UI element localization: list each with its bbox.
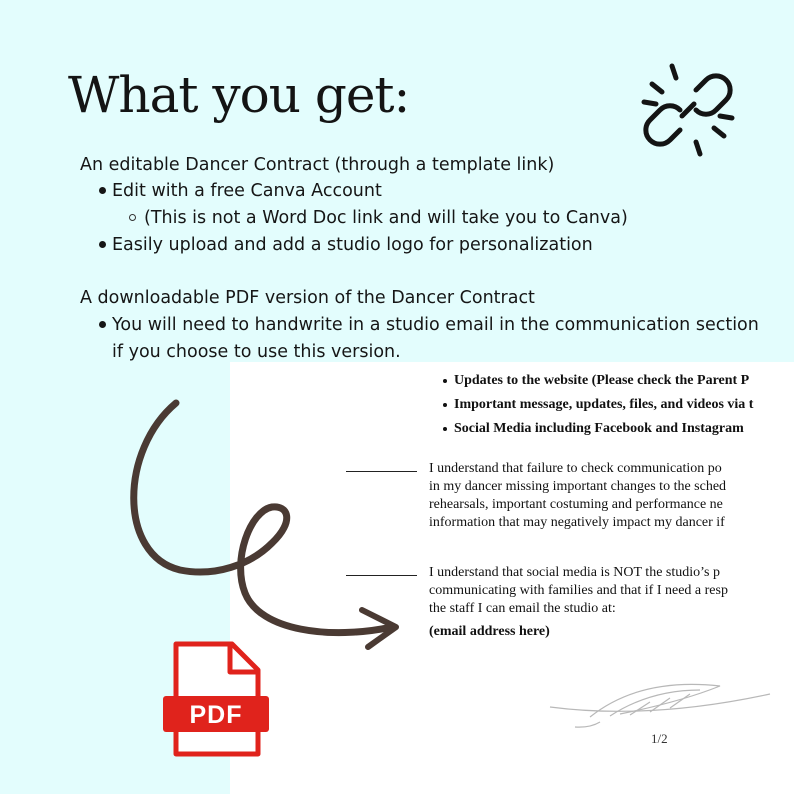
- page-number: 1/2: [651, 731, 668, 746]
- editable-bullet-canva: Edit with a free Canva Account: [112, 181, 382, 201]
- pdf-intro: A downloadable PDF version of the Dancer Contract: [80, 288, 535, 308]
- doc-bullet-dot: [443, 403, 447, 407]
- doc-para1-line: information that may negatively impact my dancer if: [429, 515, 725, 530]
- doc-para1-line: rehearsals, important costuming and performance ne: [429, 497, 723, 512]
- doc-bullet-website: Updates to the website (Please check the Parent P: [454, 373, 750, 388]
- broken-link-icon: [638, 60, 738, 160]
- pdf-bullet-line-1: You will need to handwrite in a studio email in the communication section: [112, 315, 759, 335]
- doc-para2-line: the staff I can email the studio at:: [429, 601, 616, 616]
- doc-para1-line: in my dancer missing important changes to the sched: [429, 479, 727, 494]
- sub-bullet-circle: [129, 214, 136, 221]
- feather-decoration-icon: [530, 672, 780, 732]
- pdf-file-icon: [160, 640, 272, 758]
- pdf-bullet-line-2: if you choose to use this version.: [112, 342, 401, 362]
- doc-para1-line: I understand that failure to check communication po: [429, 461, 722, 476]
- doc-bullet-messages: Important message, updates, files, and videos via t: [454, 397, 754, 412]
- doc-para2-line: I understand that social media is NOT the studio’s p: [429, 565, 720, 580]
- editable-intro: An editable Dancer Contract (through a template link): [80, 155, 555, 175]
- bullet-dot: [99, 321, 106, 328]
- editable-bullet-logo: Easily upload and add a studio logo for personalization: [112, 235, 593, 255]
- editable-sub-bullet-note: (This is not a Word Doc link and will take you to Canva): [144, 208, 628, 228]
- doc-para2-line: communicating with families and that if I need a resp: [429, 583, 728, 598]
- email-placeholder: (email address here): [429, 624, 550, 639]
- pdf-badge-label: PDF: [189, 701, 243, 729]
- doc-bullet-social: Social Media including Facebook and Instagram: [454, 421, 744, 436]
- bullet-dot: [99, 241, 106, 248]
- page-title: What you get:: [68, 66, 410, 124]
- bullet-dot: [99, 187, 106, 194]
- doc-bullet-dot: [443, 379, 447, 383]
- doc-bullet-dot: [443, 427, 447, 431]
